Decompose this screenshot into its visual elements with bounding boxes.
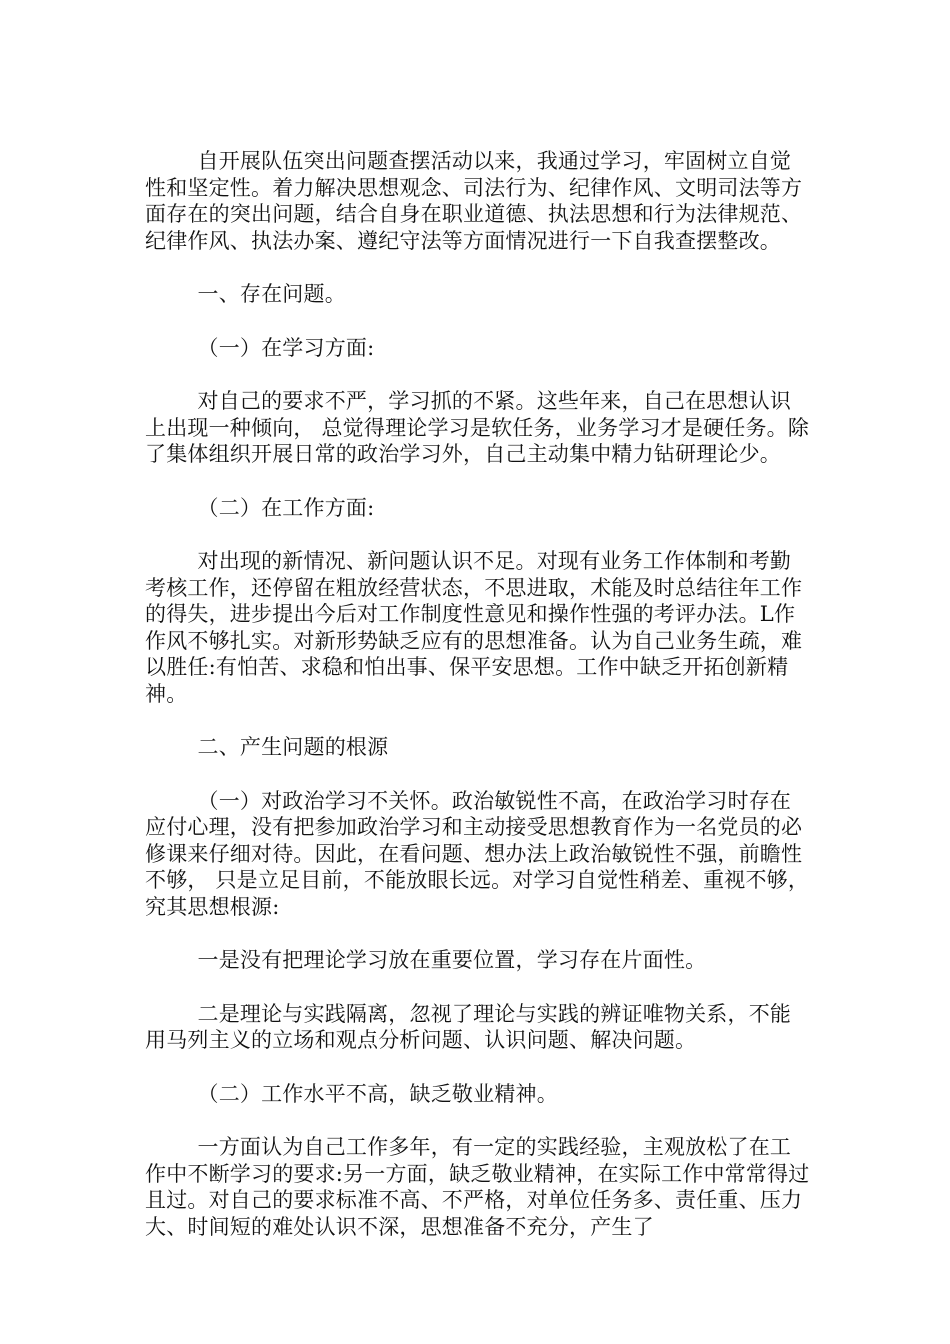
point-two-paragraph: 二是理论与实践隔离，忽视了理论与实践的辨证唯物关系，不能用马列主义的立场和观点分析问题、认识问题、解决问题。 [145,1001,792,1052]
work-paragraph: 对出现的新情况、新问题认识不足。对现有业务工作体制和考勤考核工作，还停留在粗放经营状态，不思进取，术能及时总结往年工作的得失，进步提出今后对工作制度性意见和操作性强的考评办法。L作作风不够扎实。对新形势缺乏应有的思想准备。认为自己业务生疏，难以胜任:有怕苦、求稳和怕出事、保平安思想。工作中缺乏开拓创新精神。 [145,549,803,706]
section-heading-problems: 一、存在问题。 [197,282,346,306]
study-paragraph: 对自己的要求不严，学习抓的不紧。这些年来，自己在思想认识上出现一种倾向， 总觉得理论学习是软任务，业务学习才是硬任务。除了集体组织开展日常的政治学习外，自己主动集中精力钻研理论少。 [145,389,810,466]
section-heading-roots: 二、产生问题的根源 [197,735,389,759]
political-study-paragraph: （一）对政治学习不关怀。政治敏锐性不高，在政治学习时存在应付心理，没有把参加政治学习和主动接受思想教育作为一名党员的必修课来仔细对待。因此，在看问题、想办法上政治敏锐性不强，前瞻性不够， 只是立足目前，不能放眼长远。对学习自觉性稍差、重视不够，究其思想根源: [145,788,810,919]
work-level-paragraph: 一方面认为自己工作多年，有一定的实践经验，主观放松了在工作中不断学习的要求:另一方面，缺乏敬业精神，在实际工作中常常得过且过。对自己的要求标准不高、不严格，对单位任务多、责任重、压力大、时间短的难处认识不深，思想准备不充分，产生了 [145,1135,810,1239]
subheading-work: （二）在工作方面: [197,495,375,520]
subheading-study: （一）在学习方面: [197,335,375,360]
intro-paragraph: 自开展队伍突出问题查摆活动以来，我通过学习，牢固树立自觉性和坚定性。着力解决思想观念、司法行为、纪律作风、文明司法等方面存在的突出问题，结合自身在职业道德、执法思想和行为法律规范、纪律作风、执法办案、遵纪守法等方面情况进行一下自我查摆整改。 [145,149,803,253]
point-one-paragraph: 一是没有把理论学习放在重要位置，学习存在片面性。 [197,948,707,972]
document-body [145,148,810,1240]
subheading-work-level: （二）工作水平不高，缺乏敬业精神。 [197,1081,558,1106]
